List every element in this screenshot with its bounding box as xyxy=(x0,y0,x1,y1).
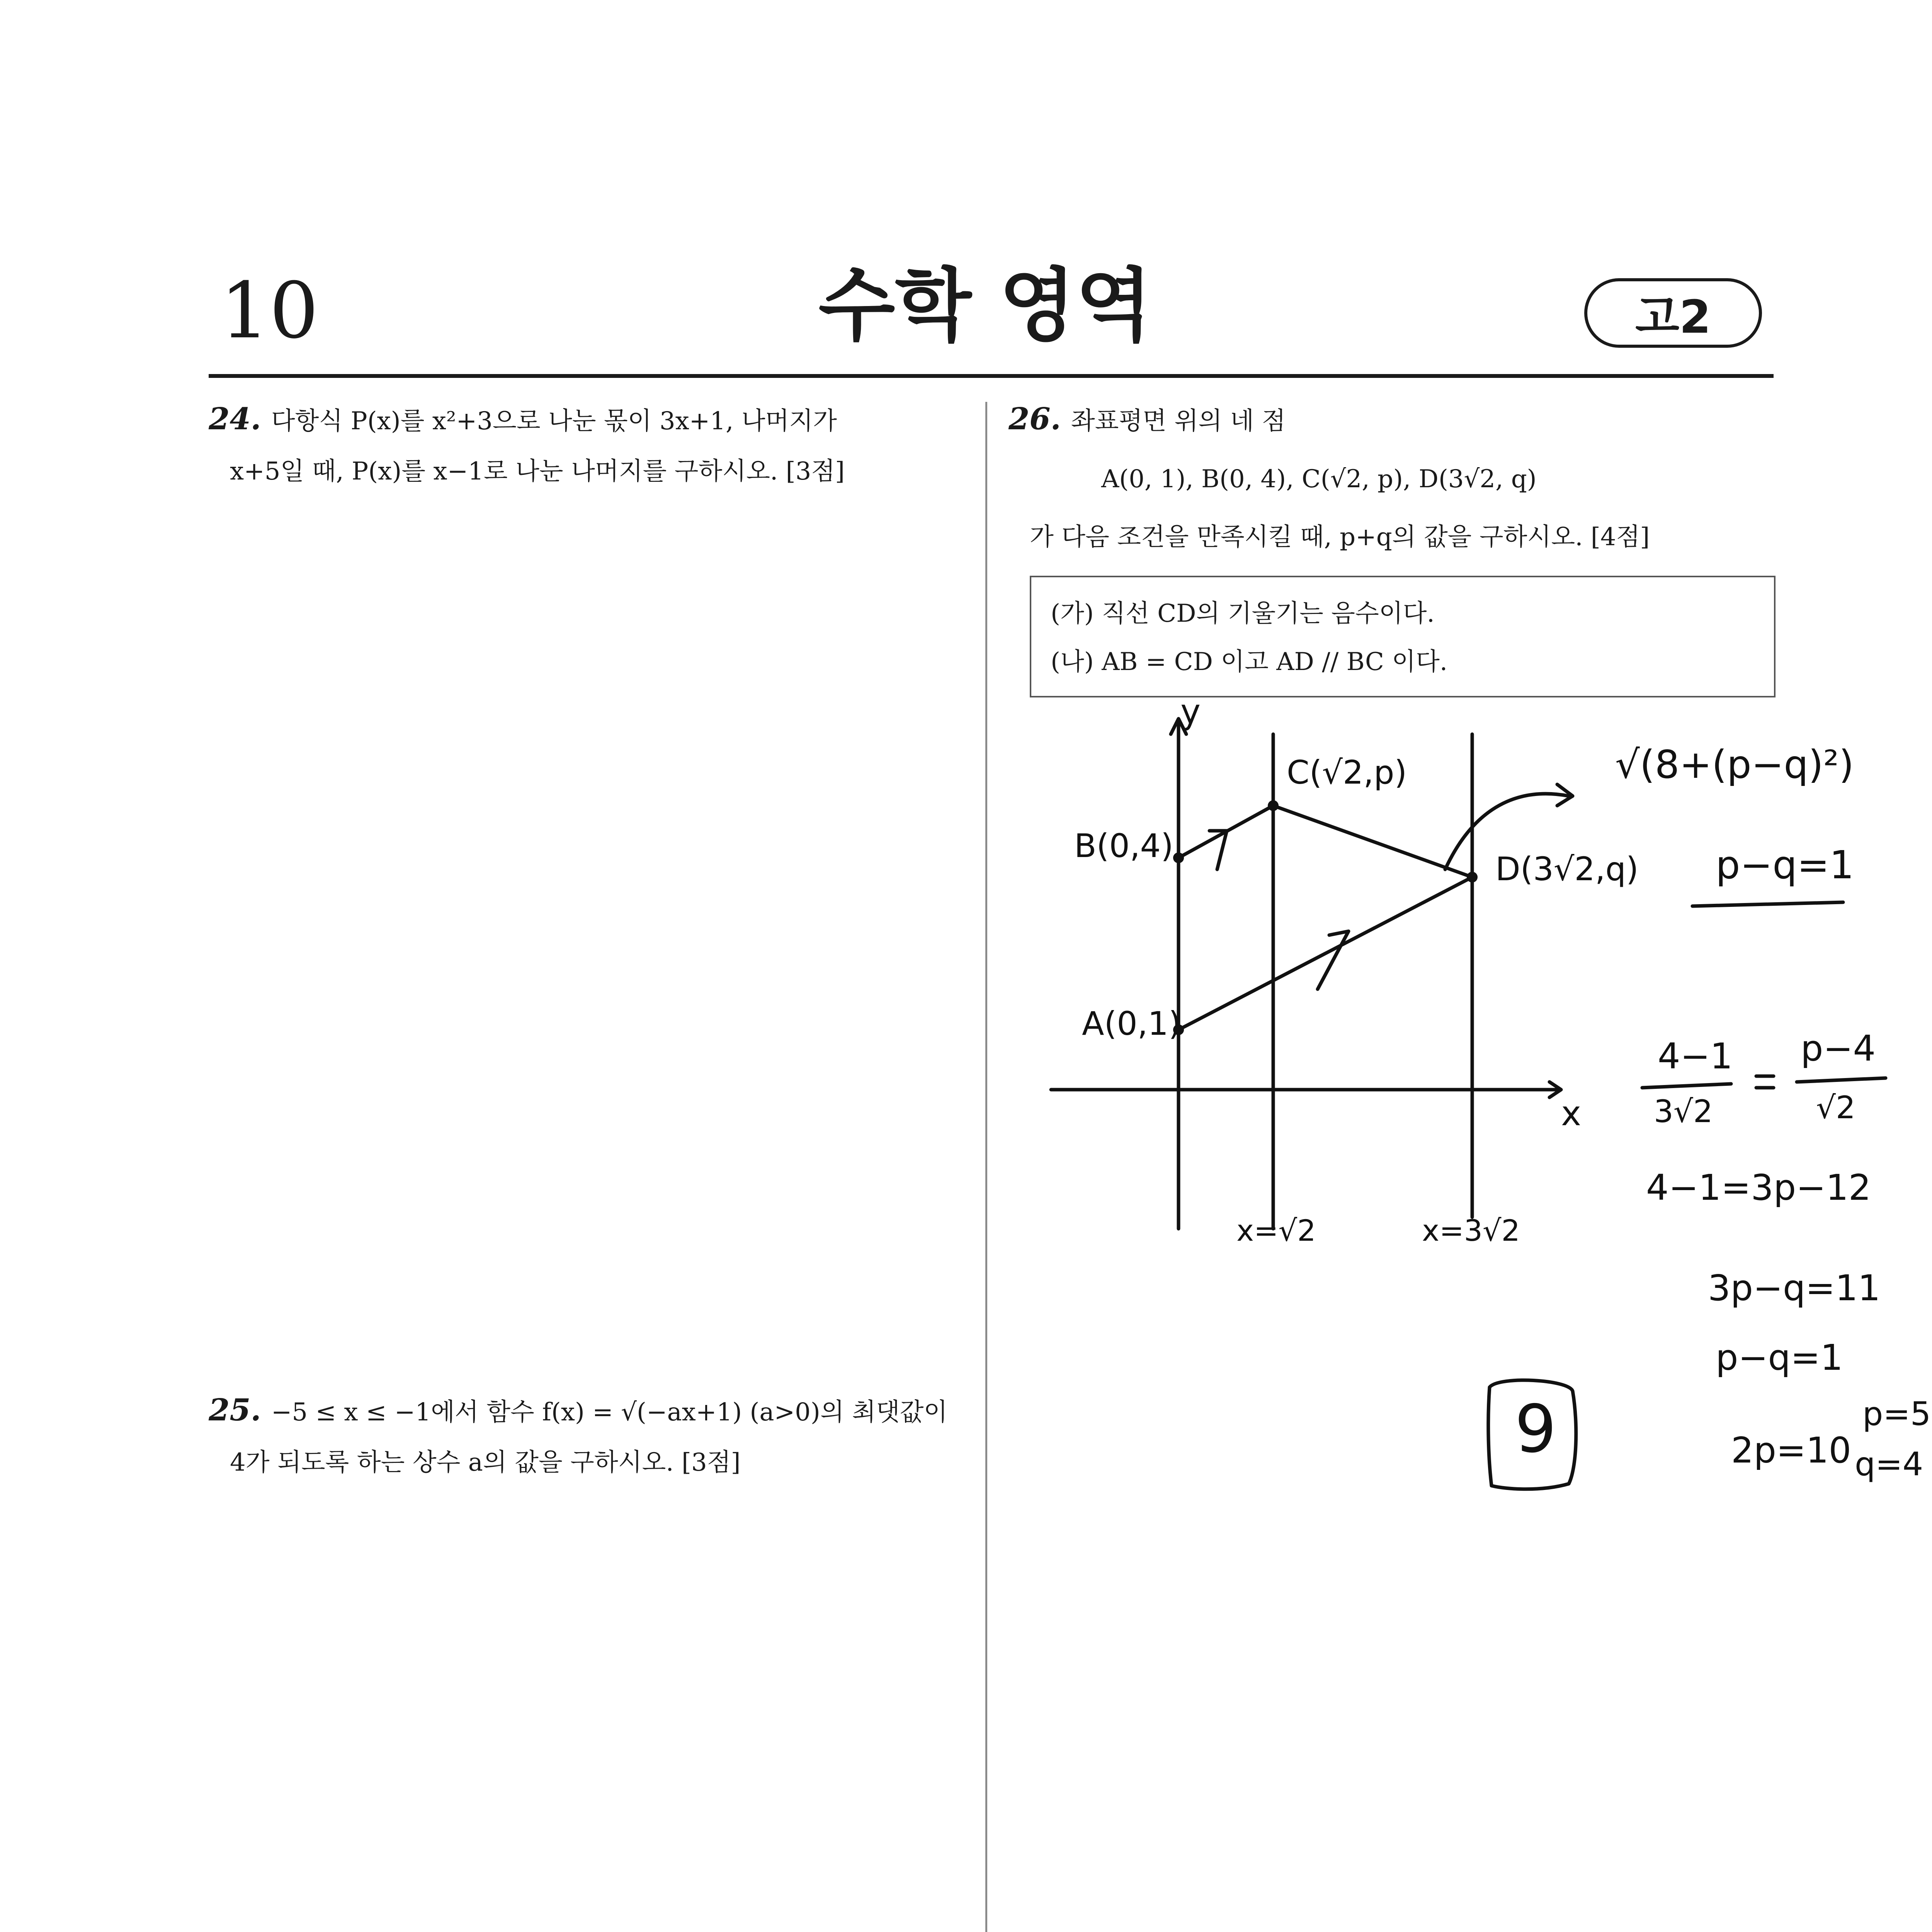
subject-title: 수학 영역 xyxy=(818,260,1152,352)
question-25-text-line2: 4가 되도록 하는 상수 a의 값을 구하시오. [3점] xyxy=(230,1448,741,1477)
question-24-text-line2: x+5일 때, P(x)를 x−1로 나눈 나머지를 구하시오. [3점] xyxy=(230,457,845,486)
hw-frac-den-right: √2 xyxy=(1816,1090,1855,1126)
hw-frac-den-left: 3√2 xyxy=(1654,1094,1713,1129)
hw-answer: 9 xyxy=(1515,1391,1557,1468)
hw-eq3: p−q=1 xyxy=(1716,1337,1843,1378)
hw-label-c: C(√2,p) xyxy=(1287,753,1407,791)
hw-label-b: B(0,4) xyxy=(1074,827,1173,865)
grade-label: 고2 xyxy=(1635,290,1711,344)
question-26-text-line1: 좌표평면 위의 네 점 xyxy=(1071,407,1286,435)
point-d xyxy=(1467,872,1478,883)
question-26-number: 26. xyxy=(1009,401,1061,437)
condition-na: (나) AB = CD 이고 AD // BC 이다. xyxy=(1051,648,1448,676)
hw-axis-y: y xyxy=(1180,692,1201,731)
question-24-number: 24. xyxy=(209,401,261,437)
y-axis xyxy=(1171,719,1186,1229)
question-25-text-line1: −5 ≤ x ≤ −1에서 함수 f(x) = √(−ax+1) (a>0)의 최댓값이 xyxy=(271,1398,948,1427)
x-axis xyxy=(1051,1082,1561,1097)
segment-ad xyxy=(1179,877,1472,1030)
condition-ga: (가) 직선 CD의 기울기는 음수이다. xyxy=(1051,599,1435,628)
hw-label-a: A(0,1) xyxy=(1082,1005,1181,1043)
hw-sol-q: q=4 xyxy=(1855,1445,1923,1483)
question-24-text-line1: 다항식 P(x)를 x²+3으로 나눈 몫이 3x+1, 나머지가 xyxy=(271,407,837,435)
hw-x-sqrt2: x=√2 xyxy=(1236,1213,1316,1248)
hw-x-3sqrt2: x=3√2 xyxy=(1422,1213,1520,1248)
hw-eq4: 2p=10 xyxy=(1731,1430,1852,1471)
hw-frac-num-right: p−4 xyxy=(1801,1028,1876,1069)
equals-sign xyxy=(1756,1076,1774,1088)
point-b xyxy=(1173,852,1184,863)
equal-mark-2 xyxy=(1318,931,1349,989)
question-26-points: A(0, 1), B(0, 4), C(√2, p), D(3√2, q) xyxy=(1101,465,1537,493)
fraction-bar-right xyxy=(1797,1078,1886,1082)
underline xyxy=(1692,902,1843,906)
hw-axis-x: x xyxy=(1561,1094,1582,1133)
hw-sol-p: p=5 xyxy=(1862,1395,1931,1433)
question-25-number: 25. xyxy=(209,1393,261,1428)
hw-expr-sqrt: √(8+(p−q)²) xyxy=(1615,742,1854,787)
hw-eq2: 3p−q=11 xyxy=(1708,1267,1881,1309)
hw-eq1: 4−1=3p−12 xyxy=(1646,1167,1871,1208)
segment-cd xyxy=(1273,806,1472,877)
hw-label-d: D(3√2,q) xyxy=(1495,850,1639,888)
point-c xyxy=(1268,800,1279,811)
hw-eq-pq1: p−q=1 xyxy=(1716,842,1854,888)
question-26-text-line2: 가 다음 조건을 만족시킬 때, p+q의 값을 구하시오. [4점] xyxy=(1030,523,1650,551)
page-number: 10 xyxy=(220,266,319,356)
fraction-bar-left xyxy=(1642,1084,1731,1088)
hw-frac-num-left: 4−1 xyxy=(1658,1036,1733,1077)
